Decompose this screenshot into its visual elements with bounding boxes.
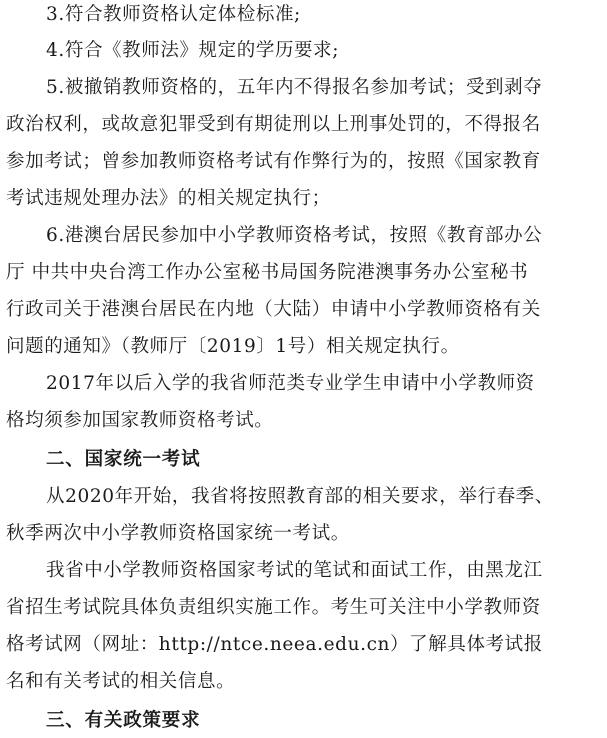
list-item-5-line-1: 5.被撤销教师资格的，五年内不得报名参加考试；受到剥夺 <box>46 77 543 98</box>
list-item-5-line-2: 政治权利，或故意犯罪受到有期徒刑以上刑事处罚的，不得报名 <box>6 114 541 135</box>
list-item-5-line-3: 参加考试；曾参加教师资格考试有作弊行为的，按照《国家教育 <box>6 151 541 172</box>
list-item-5-line-4: 考试违规处理办法》的相关规定执行； <box>6 188 331 209</box>
list-item-6-line-1: 6.港澳台居民参加中小学教师资格考试，按照《教育部办公 <box>46 225 543 246</box>
section-2-paragraph-1-line-2: 秋季两次中小学教师资格国家统一考试。 <box>6 523 350 544</box>
section-2-paragraph-2-line-3: 格考试网（网址：http://ntce.neea.edu.cn）了解具体考试报 <box>6 634 543 655</box>
paragraph-2017-line-1: 2017年以后入学的我省师范类专业学生申请中小学教师资 <box>46 373 535 394</box>
section-2-paragraph-2-line-1: 我省中小学教师资格国家考试的笔试和面试工作，由黑龙江 <box>46 560 543 581</box>
list-item-6-line-4: 问题的通知》（教师厅〔2019〕1号）相关规定执行。 <box>6 336 460 357</box>
section-2-heading: 二、国家统一考试 <box>46 449 201 470</box>
list-item-3: 3.符合教师资格认定体检标准; <box>46 4 301 25</box>
section-2-paragraph-2-line-2: 省招生考试院具体负责组织实施工作。考生可关注中小学教师资 <box>6 597 541 618</box>
section-2-paragraph-2-line-4: 名和有关考试的相关信息。 <box>6 671 236 692</box>
paragraph-2017-line-2: 格均须参加国家教师资格考试。 <box>6 410 274 431</box>
list-item-4: 4.符合《教师法》规定的学历要求; <box>46 40 340 61</box>
section-2-paragraph-1-line-1: 从2020年开始，我省将按照教育部的相关要求，举行春季、 <box>46 486 554 507</box>
list-item-6-line-2: 厅 中共中央台湾工作办公室秘书局国务院港澳事务办公室秘书 <box>6 262 529 283</box>
list-item-6-line-3: 行政司关于港澳台居民在内地（大陆）申请中小学教师资格有关 <box>6 299 541 320</box>
section-3-heading: 三、有关政策要求 <box>46 710 201 731</box>
